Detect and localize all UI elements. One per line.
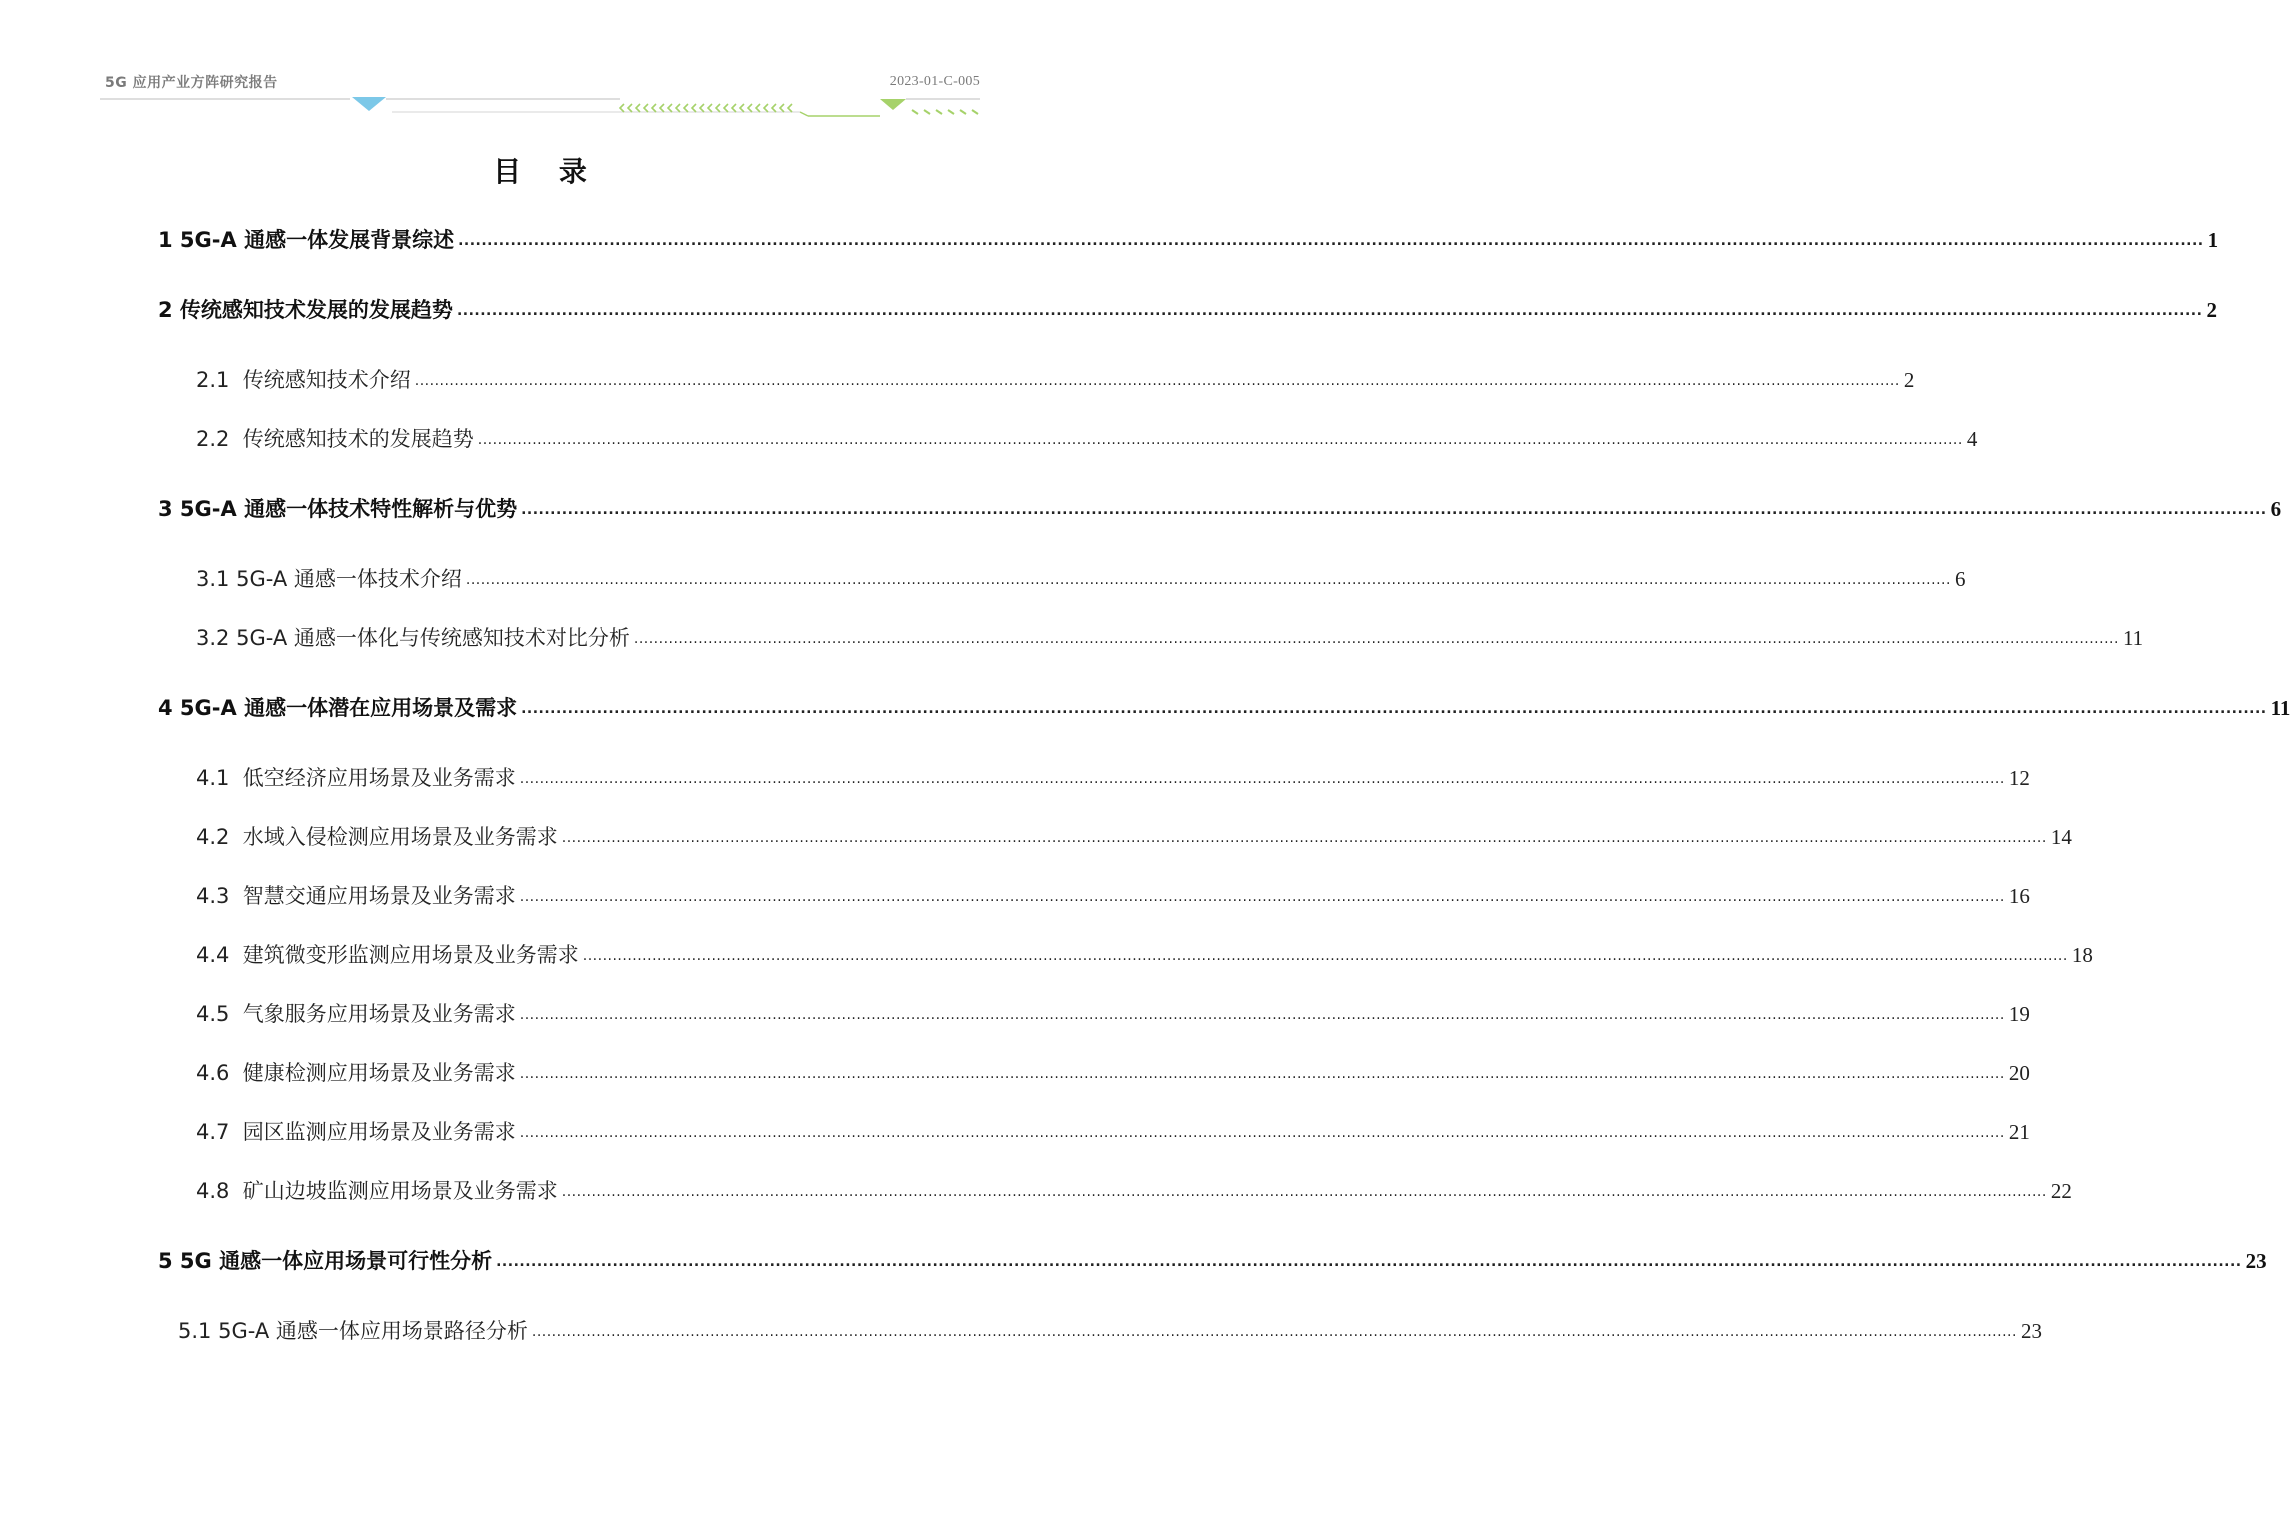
toc-entry-number: 4.7 bbox=[196, 1120, 230, 1144]
toc-page-number: 2 bbox=[1903, 368, 1915, 392]
toc-section-entry[interactable] bbox=[196, 364, 1915, 396]
toc-page-number: 23 bbox=[2020, 1319, 2042, 1343]
toc-title: 目 录 bbox=[493, 155, 601, 188]
toc-entry-number: 4.8 bbox=[196, 1179, 230, 1203]
toc-entry-text: 气象服务应用场景及业务需求 bbox=[229, 1002, 516, 1026]
toc-section-entry[interactable] bbox=[196, 998, 2030, 1030]
header-decoration bbox=[100, 90, 982, 120]
toc-page-number: 20 bbox=[2008, 1061, 2030, 1085]
toc-dot-leader: ............................................................................................................................................................................................................................................................................................................ bbox=[582, 948, 2068, 964]
toc-dot-leader: ............................................................................................................................................................................................................................................................................................................ bbox=[458, 233, 2204, 249]
toc-chapter-entry[interactable] bbox=[158, 224, 2219, 256]
toc-entry-text: 水域入侵检测应用场景及业务需求 bbox=[229, 825, 558, 849]
report-code: 2023-01-C-005 bbox=[889, 74, 980, 89]
toc-entry-text: 园区监测应用场景及业务需求 bbox=[229, 1120, 516, 1144]
toc-entry-number: 3.1 bbox=[196, 567, 230, 591]
toc-dot-leader: ............................................................................................................................................................................................................................................................................................................ bbox=[496, 1254, 2242, 1270]
toc-entry-text: 5G-A 通感一体应用场景路径分析 bbox=[211, 1319, 528, 1343]
toc-section-entry[interactable] bbox=[196, 880, 2030, 912]
toc-page-number: 12 bbox=[2008, 766, 2030, 790]
toc-dot-leader: ............................................................................................................................................................................................................................................................................................................ bbox=[519, 1066, 2005, 1082]
toc-dot-leader: ............................................................................................................................................................................................................................................................................................................ bbox=[519, 771, 2005, 787]
toc-page-number: 6 bbox=[1954, 567, 1966, 591]
toc-section-entry[interactable] bbox=[196, 1057, 2030, 1089]
toc-dot-leader: ............................................................................................................................................................................................................................................................................................................ bbox=[519, 889, 2005, 905]
toc-page-number: 23 bbox=[2245, 1249, 2267, 1273]
toc-chapter-entry[interactable] bbox=[158, 692, 2290, 724]
toc-entry-text: 5G-A 通感一体潜在应用场景及需求 bbox=[172, 696, 518, 720]
toc-entry-number: 2.1 bbox=[196, 368, 230, 392]
toc-entry-text: 5G-A 通感一体技术介绍 bbox=[229, 567, 462, 591]
toc-dot-leader: ............................................................................................................................................................................................................................................................................................................ bbox=[531, 1324, 2017, 1340]
toc-dot-leader: ............................................................................................................................................................................................................................................................................................................ bbox=[414, 373, 1900, 389]
toc-page-number: 16 bbox=[2008, 884, 2030, 908]
toc-entry-text: 5G-A 通感一体化与传统感知技术对比分析 bbox=[229, 626, 630, 650]
toc-entry-number: 1 bbox=[158, 228, 173, 252]
toc-entry-text: 健康检测应用场景及业务需求 bbox=[229, 1061, 516, 1085]
toc-entry-number: 4.3 bbox=[196, 884, 230, 908]
toc-page-number: 1 bbox=[2207, 228, 2219, 252]
toc-page-number: 11 bbox=[2122, 626, 2144, 650]
toc-page-number: 6 bbox=[2270, 497, 2282, 521]
toc-entry-text: 5G-A 通感一体技术特性解析与优势 bbox=[172, 497, 518, 521]
toc-entry-number: 4.1 bbox=[196, 766, 230, 790]
toc-section-entry[interactable] bbox=[196, 563, 1966, 595]
toc-page-number: 18 bbox=[2071, 943, 2093, 967]
toc-dot-leader: ............................................................................................................................................................................................................................................................................................................ bbox=[465, 572, 1951, 588]
toc-entry-number: 2.2 bbox=[196, 427, 230, 451]
toc-section-entry[interactable] bbox=[196, 939, 2093, 971]
toc-entry-text: 5G-A 通感一体发展背景综述 bbox=[172, 228, 455, 252]
toc-entry-number: 4.5 bbox=[196, 1002, 230, 1026]
toc-dot-leader: ............................................................................................................................................................................................................................................................................................................ bbox=[633, 631, 2119, 647]
page-header bbox=[0, 0, 1080, 130]
toc-entry-text: 建筑微变形监测应用场景及业务需求 bbox=[229, 943, 579, 967]
toc-entry-text: 传统感知技术的发展趋势 bbox=[229, 427, 474, 451]
toc-section-entry[interactable] bbox=[178, 1315, 2042, 1347]
toc-section-entry[interactable] bbox=[196, 762, 2030, 794]
toc-page-number: 14 bbox=[2050, 825, 2072, 849]
toc-entry-number: 2 bbox=[158, 298, 173, 322]
toc-entry-text: 传统感知技术发展的发展趋势 bbox=[172, 298, 453, 322]
toc-page-number: 2 bbox=[2206, 298, 2217, 322]
toc-entry-text: 5G 通感一体应用场景可行性分析 bbox=[172, 1249, 493, 1273]
report-series-title: 5G 应用产业方阵研究报告 bbox=[105, 75, 278, 91]
toc-page-number: 11 bbox=[2270, 696, 2290, 720]
toc-section-entry[interactable] bbox=[196, 622, 2144, 654]
toc-page-number: 4 bbox=[1966, 427, 1978, 451]
toc-dot-leader: ............................................................................................................................................................................................................................................................................................................ bbox=[521, 701, 2267, 717]
toc-entry-number: 4 bbox=[158, 696, 173, 720]
toc-entry-number: 3 bbox=[158, 497, 173, 521]
toc-section-entry[interactable] bbox=[196, 1175, 2072, 1207]
toc-entry-number: 5 bbox=[158, 1249, 173, 1273]
toc-chapter-entry[interactable] bbox=[158, 294, 2217, 326]
toc-dot-leader: ............................................................................................................................................................................................................................................................................................................ bbox=[521, 502, 2267, 518]
toc-entry-text: 矿山边坡监测应用场景及业务需求 bbox=[229, 1179, 558, 1203]
toc-dot-leader: ............................................................................................................................................................................................................................................................................................................ bbox=[561, 830, 2047, 846]
toc-entry-text: 低空经济应用场景及业务需求 bbox=[229, 766, 516, 790]
toc-chapter-entry[interactable] bbox=[158, 1245, 2267, 1277]
toc-entry-number: 4.2 bbox=[196, 825, 230, 849]
toc-entry-text: 传统感知技术介绍 bbox=[229, 368, 411, 392]
toc-entry-text: 智慧交通应用场景及业务需求 bbox=[229, 884, 516, 908]
toc-entry-number: 5.1 bbox=[178, 1319, 212, 1343]
toc-section-entry[interactable] bbox=[196, 423, 1978, 455]
toc-entry-number: 3.2 bbox=[196, 626, 230, 650]
toc-chapter-entry[interactable] bbox=[158, 493, 2282, 525]
toc-dot-leader: ............................................................................................................................................................................................................................................................................................................ bbox=[456, 303, 2203, 319]
toc-dot-leader: ............................................................................................................................................................................................................................................................................................................ bbox=[519, 1007, 2005, 1023]
toc-page-number: 21 bbox=[2008, 1120, 2030, 1144]
toc-dot-leader: ............................................................................................................................................................................................................................................................................................................ bbox=[477, 432, 1963, 448]
toc-page-number: 22 bbox=[2050, 1179, 2072, 1203]
toc-entry-number: 4.4 bbox=[196, 943, 230, 967]
toc-section-entry[interactable] bbox=[196, 821, 2072, 853]
toc-section-entry[interactable] bbox=[196, 1116, 2030, 1148]
toc-entry-number: 4.6 bbox=[196, 1061, 230, 1085]
toc-dot-leader: ............................................................................................................................................................................................................................................................................................................ bbox=[561, 1184, 2047, 1200]
toc-page-number: 19 bbox=[2008, 1002, 2030, 1026]
toc-dot-leader: ............................................................................................................................................................................................................................................................................................................ bbox=[519, 1125, 2005, 1141]
